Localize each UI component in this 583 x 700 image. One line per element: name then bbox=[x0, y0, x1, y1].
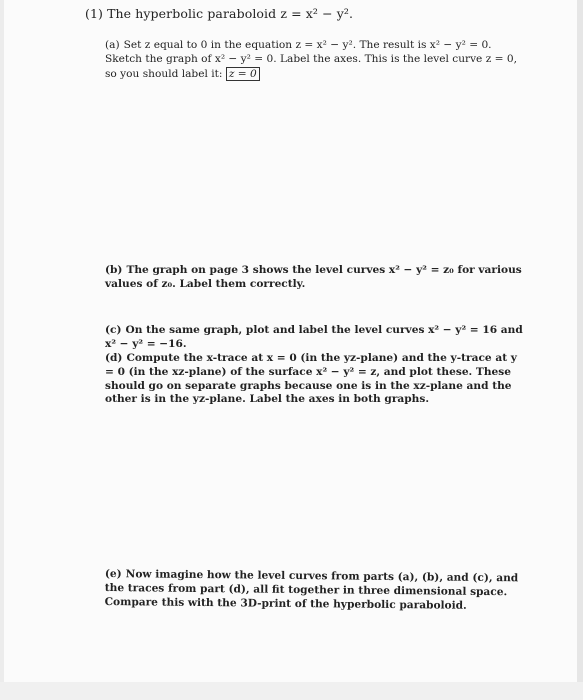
part-a-label: (a) bbox=[105, 39, 120, 51]
part-e bbox=[105, 568, 528, 614]
part-e-text: Now imagine how the level curves from parts (a), (b), and (c), and the traces from part (d), all fit together in three dimensional space. Compare this with the 3D-print of the hyperbolic paraboloid. bbox=[104, 568, 519, 612]
page-right-edge bbox=[577, 0, 583, 700]
part-d-label: (d) bbox=[105, 352, 123, 364]
part-b-text: The graph on page 3 shows the level curves x² − y² = z₀ for various values of z₀. Label them correctly. bbox=[105, 264, 522, 290]
part-b bbox=[105, 264, 528, 292]
page-bottom-edge bbox=[0, 682, 583, 700]
part-d-text: Compute the x-trace at x = 0 (in the yz-plane) and the y-trace at y = 0 (in the xz-plane) of the surface x² − y² = z, and plot these. These should go on separate graphs because one is in the xz-plane and the other is in the yz-plane. Label the axes in both graphs. bbox=[105, 352, 517, 406]
part-a-boxed-label: z = 0 bbox=[226, 67, 260, 81]
part-b-label: (b) bbox=[105, 264, 123, 276]
part-c bbox=[105, 324, 528, 352]
part-d bbox=[105, 352, 528, 407]
part-a-text: Set z equal to 0 in the equation z = x² − y². The result is x² − y² = 0. Sketch the graph of x² − y² = 0. Label the axes. This is the level curve z = 0, so you should label it: bbox=[105, 39, 517, 80]
part-c-text: On the same graph, plot and label the level curves x² − y² = 16 and x² − y² = −16. bbox=[105, 324, 523, 350]
part-a bbox=[105, 39, 528, 81]
problem-title: (1) The hyperbolic paraboloid z = x² − y². bbox=[85, 6, 354, 21]
page-left-edge bbox=[0, 0, 4, 700]
part-c-label: (c) bbox=[105, 324, 122, 336]
part-e-label: (e) bbox=[104, 568, 122, 581]
